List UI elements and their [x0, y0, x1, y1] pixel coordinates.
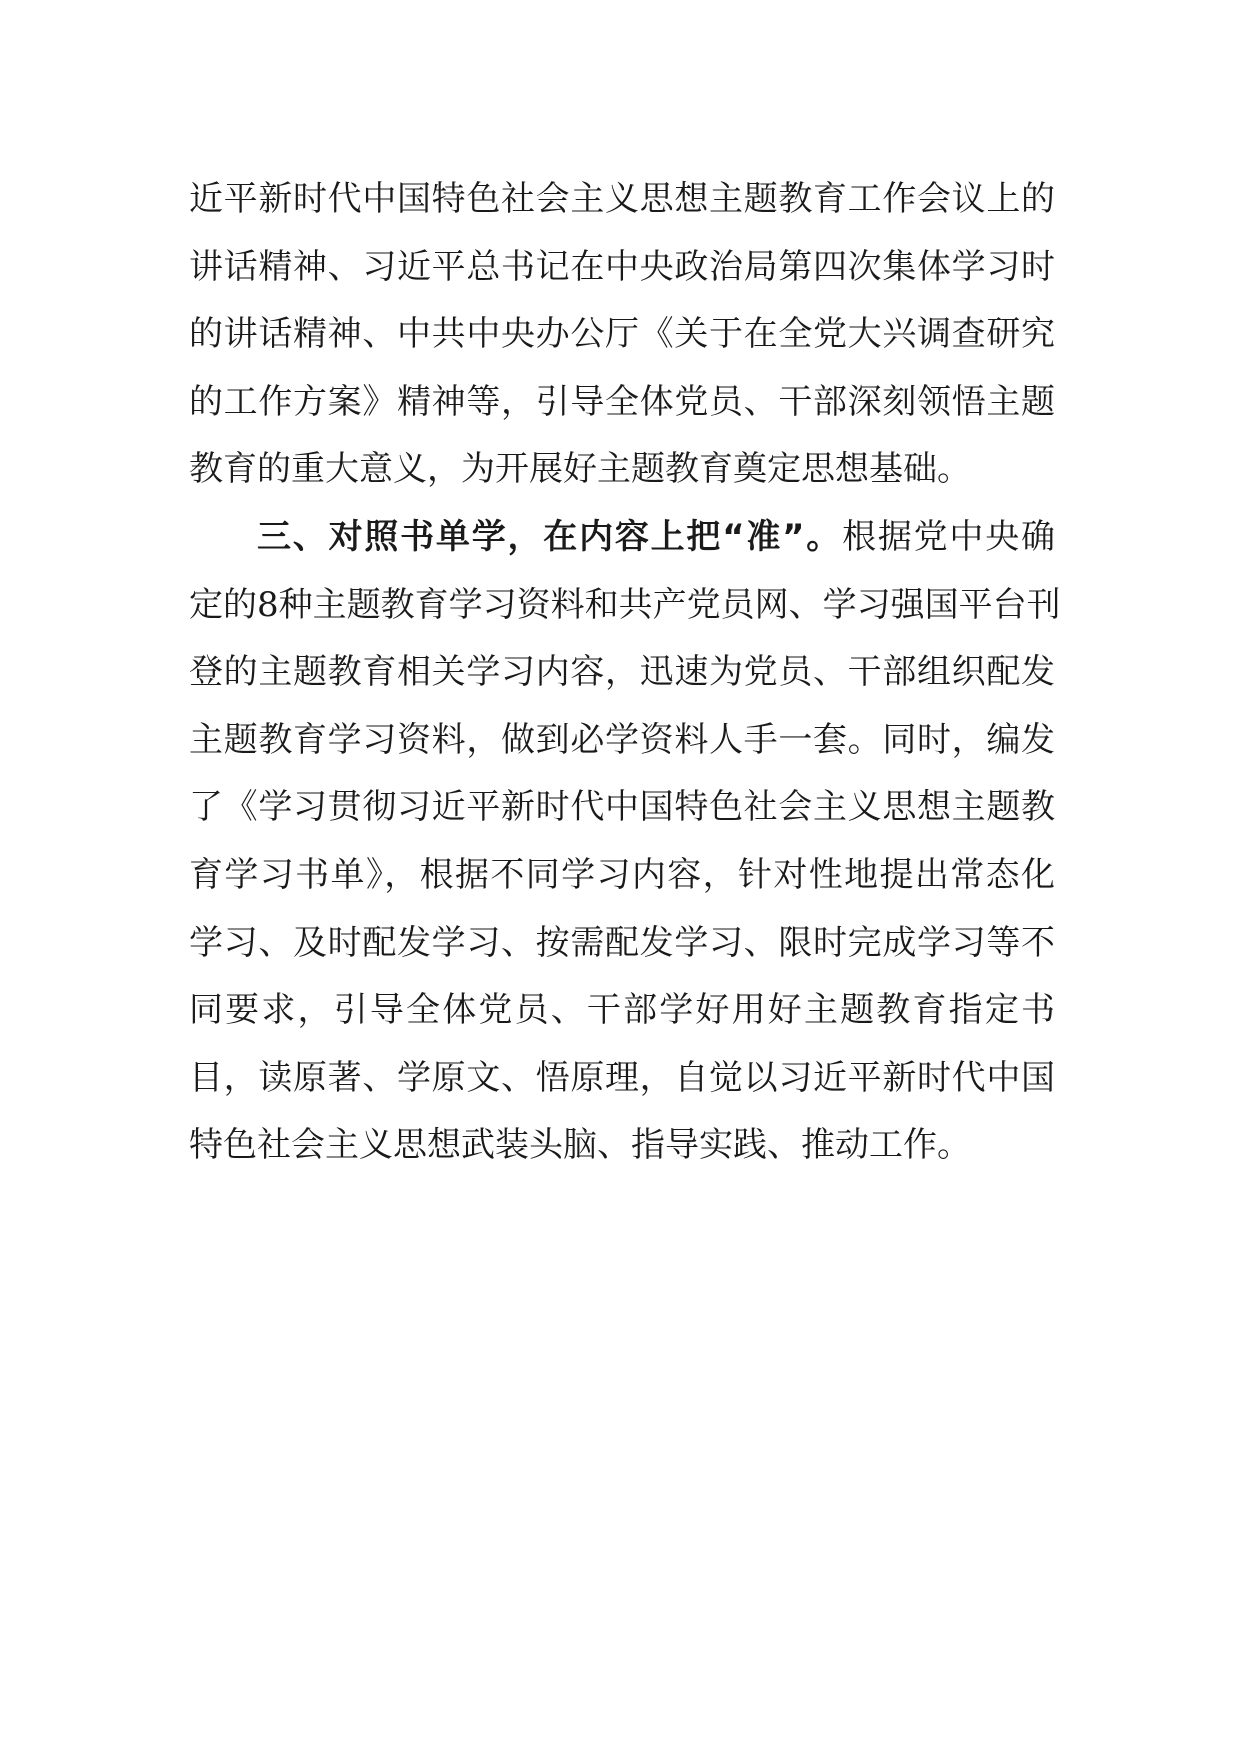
text-line: 学习、及时配发学习、按需配发学习、限时完成学习等不: [189, 922, 1055, 963]
text-line: 近平新时代中国特色社会主义思想主题教育工作会议上的: [189, 179, 1055, 219]
document-body: [189, 166, 1061, 1180]
text-line: 的工作方案》精神等，引导全体党员、干部深刻领悟主题: [189, 381, 1055, 422]
text-line: 登的主题教育相关学习内容，迅速为党员、干部组织配发: [189, 652, 1055, 693]
text-span: 根据党中央确: [842, 516, 1055, 557]
text-line: 主题教育学习资料，做到必学资料人手一套。同时，编发: [189, 719, 1055, 760]
text-line: 教育的重大意义，为开展好主题教育奠定思想基础。: [189, 449, 971, 490]
paragraph-1: [189, 166, 1055, 504]
text-line: 了《学习贯彻习近平新时代中国特色社会主义思想主题教: [189, 787, 1055, 828]
text-line: 育学习书单》，根据不同学习内容，针对性地提出常态化: [189, 854, 1055, 895]
text-line: 定的8种主题教育学习资料和共产党员网、学习强国平台刊: [189, 584, 1061, 625]
text-line: 的讲话精神、中共中央办公厅《关于在全党大兴调查研究: [189, 314, 1055, 355]
text-line: 同要求，引导全体党员、干部学好用好主题教育指定书: [189, 990, 1055, 1031]
text-line: 目，读原著、学原文、悟原理，自觉以习近平新时代中国: [189, 1057, 1055, 1098]
section-heading: 三、对照书单学，在内容上把“准”。: [257, 516, 843, 557]
section-heading-line: [189, 504, 1055, 572]
paragraph-2: [189, 504, 1061, 1180]
text-line: 讲话精神、习近平总书记在中央政治局第四次集体学习时: [189, 246, 1055, 287]
text-line: 特色社会主义思想武装头脑、指导实践、推动工作。: [189, 1125, 971, 1166]
